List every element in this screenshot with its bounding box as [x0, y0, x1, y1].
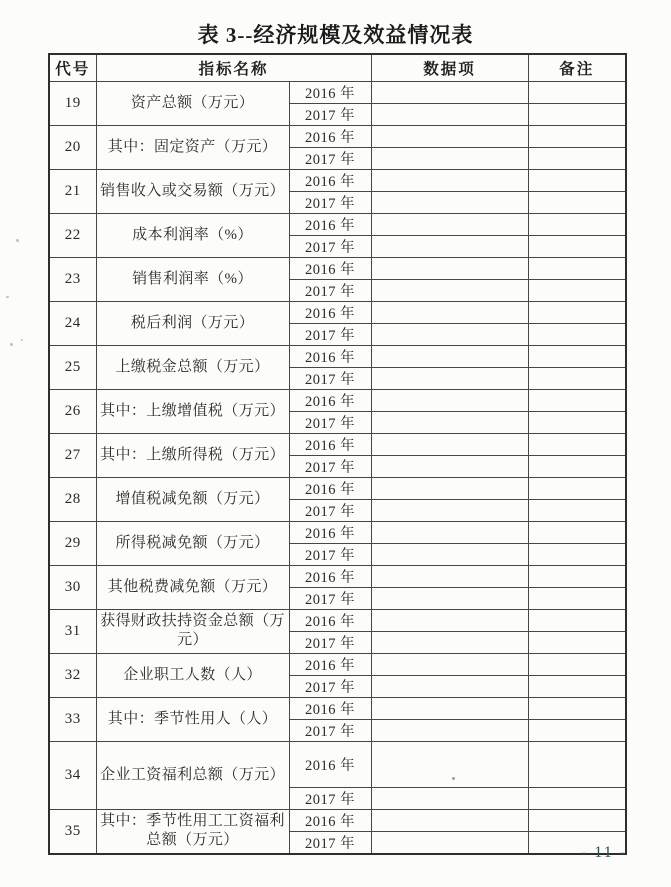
- header-row: [49, 54, 626, 81]
- data-item-cell: [371, 499, 528, 521]
- remark-cell: [528, 125, 626, 147]
- indicator-name-cell: 获得财政扶持资金总额（万元）: [96, 609, 289, 653]
- data-item-cell: [371, 787, 528, 809]
- table-row: [49, 565, 626, 587]
- remark-cell: [528, 455, 626, 477]
- data-item-cell: [371, 433, 528, 455]
- code-cell: 24: [49, 301, 96, 345]
- indicator-name-cell: 资产总额（万元）: [96, 81, 289, 125]
- table-row: [49, 521, 626, 543]
- page-number: - 11 -: [580, 844, 628, 861]
- code-cell: 20: [49, 125, 96, 169]
- remark-cell: [528, 609, 626, 631]
- year-cell: 2017 年: [289, 787, 371, 809]
- data-item-cell: [371, 543, 528, 565]
- remark-cell: [528, 191, 626, 213]
- data-item-cell: [371, 521, 528, 543]
- page-title: 表 3--经济规模及效益情况表: [197, 23, 474, 47]
- code-cell: 32: [49, 653, 96, 697]
- remark-cell: [528, 257, 626, 279]
- remark-cell: [528, 565, 626, 587]
- data-item-cell: [371, 389, 528, 411]
- year-cell: 2016 年: [289, 169, 371, 191]
- data-item-cell: [371, 609, 528, 631]
- indicator-name-cell: 其中：固定资产（万元）: [96, 125, 289, 169]
- year-cell: 2016 年: [289, 809, 371, 831]
- data-item-cell: [371, 169, 528, 191]
- code-cell: 34: [49, 741, 96, 809]
- data-item-cell: [371, 809, 528, 831]
- remark-cell: [528, 367, 626, 389]
- indicator-name-cell: 税后利润（万元）: [96, 301, 289, 345]
- scan-speck: [16, 239, 19, 242]
- header-code: 代号: [49, 54, 96, 81]
- remark-cell: [528, 389, 626, 411]
- indicator-name-cell: 其他税费减免额（万元）: [96, 565, 289, 609]
- indicator-name-cell: 其中：上缴增值税（万元）: [96, 389, 289, 433]
- year-cell: 2016 年: [289, 125, 371, 147]
- data-item-cell: [371, 653, 528, 675]
- year-cell: 2017 年: [289, 147, 371, 169]
- remark-cell: [528, 323, 626, 345]
- data-item-cell: [371, 257, 528, 279]
- year-cell: 2016 年: [289, 257, 371, 279]
- scan-speck: [10, 343, 13, 346]
- table-row: [49, 609, 626, 631]
- code-cell: 28: [49, 477, 96, 521]
- remark-cell: [528, 809, 626, 831]
- data-item-cell: [371, 675, 528, 697]
- indicator-name-cell: 成本利润率（%）: [96, 213, 289, 257]
- indicator-name-cell: 销售利润率（%）: [96, 257, 289, 301]
- year-cell: 2016 年: [289, 433, 371, 455]
- scan-speck: [21, 339, 23, 341]
- data-item-cell: [371, 103, 528, 125]
- remark-cell: [528, 235, 626, 257]
- remark-cell: [528, 653, 626, 675]
- table-row: [49, 809, 626, 831]
- table-row: [49, 389, 626, 411]
- year-cell: 2016 年: [289, 477, 371, 499]
- remark-cell: [528, 213, 626, 235]
- remark-cell: [528, 587, 626, 609]
- year-cell: 2016 年: [289, 389, 371, 411]
- indicator-name-cell: 企业职工人数（人）: [96, 653, 289, 697]
- year-cell: 2017 年: [289, 831, 371, 854]
- year-cell: 2017 年: [289, 235, 371, 257]
- indicator-name-cell: 所得税减免额（万元）: [96, 521, 289, 565]
- data-item-cell: [371, 477, 528, 499]
- code-cell: 29: [49, 521, 96, 565]
- year-cell: 2017 年: [289, 367, 371, 389]
- remark-cell: [528, 301, 626, 323]
- header-remark: 备注: [528, 54, 626, 81]
- year-cell: 2017 年: [289, 279, 371, 301]
- code-cell: 19: [49, 81, 96, 125]
- code-cell: 33: [49, 697, 96, 741]
- remark-cell: [528, 169, 626, 191]
- code-cell: 21: [49, 169, 96, 213]
- remark-cell: [528, 697, 626, 719]
- table-row: [49, 433, 626, 455]
- year-cell: 2016 年: [289, 213, 371, 235]
- year-cell: 2017 年: [289, 631, 371, 653]
- remark-cell: [528, 675, 626, 697]
- year-cell: 2017 年: [289, 543, 371, 565]
- economic-benefit-table: [48, 53, 627, 855]
- code-cell: 22: [49, 213, 96, 257]
- data-item-cell: [371, 323, 528, 345]
- year-cell: 2017 年: [289, 191, 371, 213]
- data-item-cell: [371, 741, 528, 787]
- remark-cell: [528, 147, 626, 169]
- year-cell: 2016 年: [289, 609, 371, 631]
- year-cell: 2016 年: [289, 521, 371, 543]
- code-cell: 25: [49, 345, 96, 389]
- scan-speck: [6, 296, 9, 298]
- year-cell: 2016 年: [289, 697, 371, 719]
- year-cell: 2016 年: [289, 741, 371, 787]
- indicator-name-cell: 其中：季节性用工工资福利总额（万元）: [96, 809, 289, 854]
- table-row: [49, 477, 626, 499]
- table-row: [49, 125, 626, 147]
- indicator-name-cell: 企业工资福利总额（万元）: [96, 741, 289, 809]
- remark-cell: [528, 433, 626, 455]
- remark-cell: [528, 477, 626, 499]
- data-item-cell: [371, 631, 528, 653]
- table-row: [49, 741, 626, 787]
- remark-cell: [528, 787, 626, 809]
- data-item-cell: [371, 367, 528, 389]
- year-cell: 2016 年: [289, 653, 371, 675]
- data-item-cell: [371, 125, 528, 147]
- data-item-cell: [371, 455, 528, 477]
- scan-speck: [452, 777, 455, 780]
- data-item-cell: [371, 719, 528, 741]
- indicator-name-cell: 其中：季节性用人（人）: [96, 697, 289, 741]
- year-cell: 2016 年: [289, 345, 371, 367]
- remark-cell: [528, 279, 626, 301]
- year-cell: 2016 年: [289, 565, 371, 587]
- remark-cell: [528, 521, 626, 543]
- table-row: [49, 345, 626, 367]
- data-item-cell: [371, 345, 528, 367]
- code-cell: 23: [49, 257, 96, 301]
- data-item-cell: [371, 213, 528, 235]
- data-item-cell: [371, 565, 528, 587]
- data-item-cell: [371, 831, 528, 854]
- indicator-name-cell: 增值税减免额（万元）: [96, 477, 289, 521]
- code-cell: 35: [49, 809, 96, 854]
- remark-cell: [528, 103, 626, 125]
- year-cell: 2016 年: [289, 81, 371, 103]
- code-cell: 31: [49, 609, 96, 653]
- table-row: [49, 213, 626, 235]
- remark-cell: [528, 411, 626, 433]
- data-item-cell: [371, 191, 528, 213]
- table-row: [49, 301, 626, 323]
- year-cell: 2017 年: [289, 675, 371, 697]
- header-indicator-name: 指标名称: [96, 54, 371, 81]
- data-item-cell: [371, 235, 528, 257]
- data-item-cell: [371, 301, 528, 323]
- remark-cell: [528, 499, 626, 521]
- remark-cell: [528, 543, 626, 565]
- year-cell: 2017 年: [289, 455, 371, 477]
- year-cell: 2017 年: [289, 587, 371, 609]
- year-cell: 2016 年: [289, 301, 371, 323]
- code-cell: 30: [49, 565, 96, 609]
- data-item-cell: [371, 81, 528, 103]
- indicator-name-cell: 销售收入或交易额（万元）: [96, 169, 289, 213]
- table-row: [49, 697, 626, 719]
- code-cell: 26: [49, 389, 96, 433]
- data-item-cell: [371, 411, 528, 433]
- header-data-item: 数据项: [371, 54, 528, 81]
- table-row: [49, 169, 626, 191]
- year-cell: 2017 年: [289, 411, 371, 433]
- remark-cell: [528, 741, 626, 787]
- year-cell: 2017 年: [289, 103, 371, 125]
- remark-cell: [528, 345, 626, 367]
- table-header: [49, 54, 626, 81]
- table-body: [49, 81, 626, 854]
- data-item-cell: [371, 697, 528, 719]
- year-cell: 2017 年: [289, 719, 371, 741]
- table-row: [49, 257, 626, 279]
- remark-cell: [528, 631, 626, 653]
- table-row: [49, 81, 626, 103]
- data-item-cell: [371, 587, 528, 609]
- data-item-cell: [371, 279, 528, 301]
- remark-cell: [528, 81, 626, 103]
- indicator-name-cell: 其中：上缴所得税（万元）: [96, 433, 289, 477]
- year-cell: 2017 年: [289, 499, 371, 521]
- table-row: [49, 653, 626, 675]
- year-cell: 2017 年: [289, 323, 371, 345]
- remark-cell: [528, 719, 626, 741]
- code-cell: 27: [49, 433, 96, 477]
- indicator-name-cell: 上缴税金总额（万元）: [96, 345, 289, 389]
- data-item-cell: [371, 147, 528, 169]
